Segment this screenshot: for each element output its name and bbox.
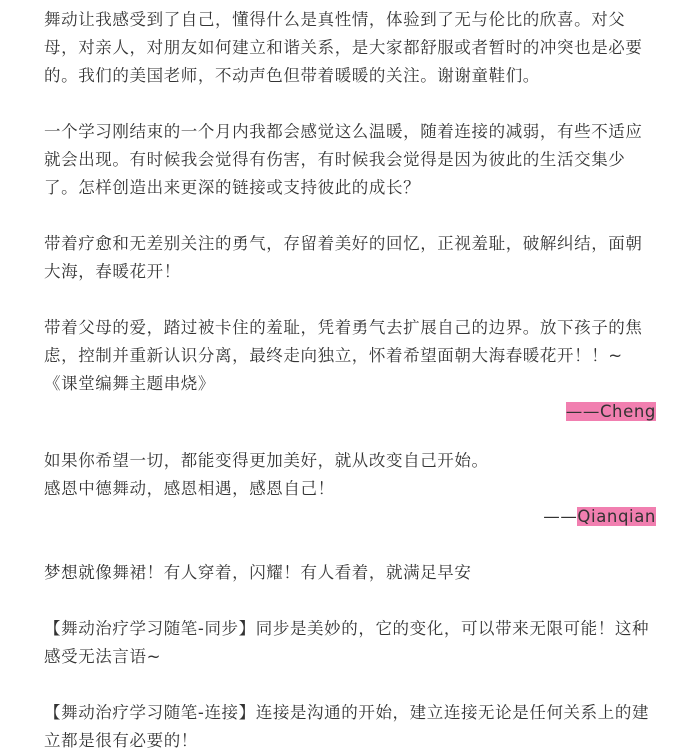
- paragraph-spacer: [44, 202, 656, 230]
- paragraph-2: 一个学习刚结束的一个月内我都会感觉这么温暖，随着连接的减弱，有些不适应就会出现。有时候我会觉得有伤害，有时候我会觉得是因为彼此的生活交集少了。怎样创造出来更深的链接或支持彼此的成长？: [44, 122, 643, 197]
- paragraph-spacer: [44, 587, 656, 615]
- signature-cheng-highlight: [566, 402, 656, 421]
- signature-cheng: [44, 398, 656, 426]
- paragraph-spacer: [44, 90, 656, 118]
- paragraph-spacer: [44, 286, 656, 314]
- signature-dash: ——: [565, 402, 600, 421]
- signature-dash: ——: [543, 507, 578, 526]
- paragraph-5-line-2: 感恩中德舞动，感恩相遇，感恩自己！: [44, 479, 335, 498]
- paragraph-3: 带着疗愈和无差别关注的勇气，存留着美好的回忆，正视羞耻，破解纠结，面朝大海，春暖花开！: [44, 234, 643, 281]
- article-body: [44, 6, 656, 755]
- paragraph-7: 【舞动治疗学习随笔-同步】同步是美妙的，它的变化，可以带来无限可能！这种感受无法言语~: [44, 619, 650, 666]
- paragraph-1: 舞动让我感受到了自己，懂得什么是真性情，体验到了无与伦比的欣喜。对父母，对亲人，对朋友如何建立和谐关系，是大家都舒服或者暂时的冲突也是必要的。我们的美国老师，不动声色但带着暖暖的关注。谢谢童鞋们。: [44, 10, 643, 85]
- paragraph-6: 梦想就像舞裙！有人穿着，闪耀！有人看着，就满足早安: [44, 563, 472, 582]
- paragraph-spacer: [44, 426, 656, 447]
- paragraph-8: 【舞动治疗学习随笔-连接】连接是沟通的开始，建立连接无论是任何关系上的建立都是很有必要的！: [44, 703, 650, 750]
- signature-name: Cheng: [599, 402, 656, 421]
- signature-qianqian: [44, 503, 656, 531]
- paragraph-4: 带着父母的爱，踏过被卡住的羞耻，凭着勇气去扩展自己的边界。放下孩子的焦虑，控制并重新认识分离，最终走向独立，怀着希望面朝大海春暖花开！！~《课堂编舞主题串烧》: [44, 318, 643, 393]
- paragraph-5-line-1: 如果你希望一切，都能变得更加美好，就从改变自己开始。: [44, 451, 489, 470]
- paragraph-spacer: [44, 671, 656, 699]
- signature-name: Qianqian: [577, 507, 656, 526]
- paragraph-spacer: [44, 531, 656, 559]
